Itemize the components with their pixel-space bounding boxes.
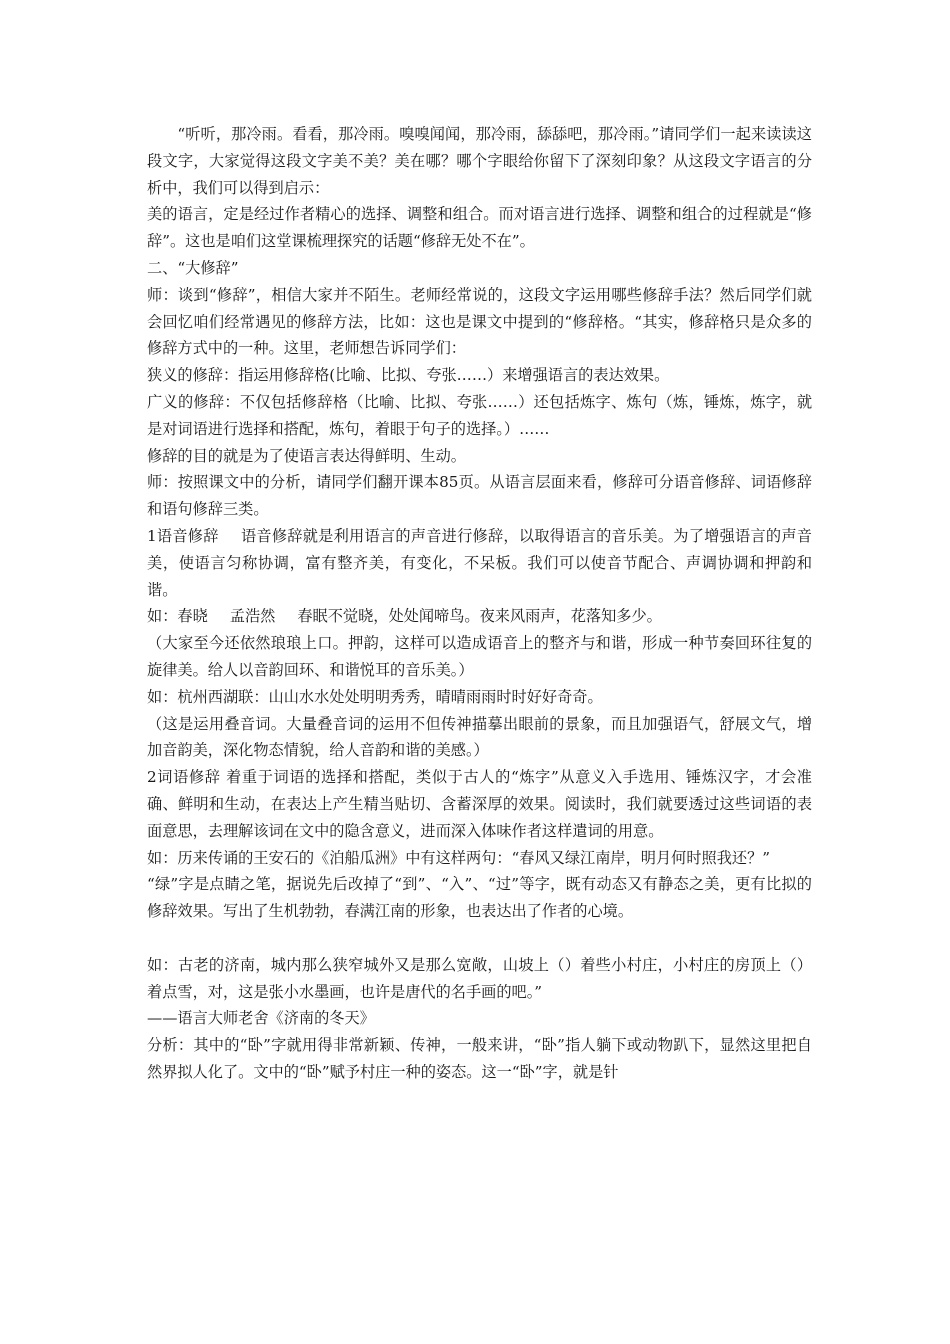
paragraph: 2词语修辞 着重于词语的选择和搭配，类似于古人的“炼字”从意义入手选用、锤炼汉字，才会准确、鲜明和生动，在表达上产生精当贴切、含蓄深厚的效果。阅读时，我们就要透过这些词语的表面意思，去理解该词在文中的隐含意义，进而深入体味作者这样遣词的用意。 (147, 768, 812, 840)
document-page (147, 121, 812, 1086)
paragraph: 师：谈到“修辞”，相信大家并不陌生。老师经常说的，这段文字运用哪些修辞手法？然后同学们就会回忆咱们经常遇见的修辞方法，比如：这也是课文中提到的“修辞格。“其实，修辞格只是众多的修辞方式中的一种。这里，老师想告诉同学们： (147, 285, 812, 358)
paragraph: 师：按照课文中的分析，请同学们翻开课本85页。从语言层面来看，修辞可分语音修辞、词语修辞和语句修辞三类。 (147, 473, 812, 519)
phonetic-text: 语音修辞就是利用语言的声音进行修辞，以取得语言的音乐美。为了增强语言的声音美，使语言匀称协调，富有整齐美，有变化，不呆板。我们可以使音节配合、声调协调和押韵和谐。 (147, 526, 812, 599)
paragraph: （这是运用叠音词。大量叠音词的运用不但传神描摹出眼前的景象，而且加强语气，舒展文气，增加音韵美，深化物态情貌，给人音韵和谐的美感。） (147, 714, 812, 760)
paragraph: 如：古老的济南，城内那么狭窄城外又是那么宽敞，山坡上（）着些小村庄，小村庄的房顶上（）着点雪，对，这是张小水墨画，也许是唐代的名手画的吧。” (147, 955, 812, 1001)
paragraph: “绿”字是点睛之笔，据说先后改掉了“到”、“入”、“过”等字，既有动态又有静态之美，更有比拟的修辞效果。写出了生机勃勃，春满江南的形象，也表达出了作者的心境。 (147, 875, 812, 921)
paragraph: 修辞的目的就是为了使语言表达得鲜明、生动。 (147, 446, 466, 465)
section-heading: 二、“大修辞” (147, 258, 239, 277)
poem-line (147, 603, 812, 630)
intro-paragraph: “听听，那冷雨。看看，那冷雨。嗅嗅闻闻，那冷雨，舔舔吧，那冷雨。”请同学们一起来读读这段文字，大家觉得这段文字美不美？美在哪？哪个字眼给你留下了深刻印象？从这段文字语言的分析中，我们可以得到启示： (147, 125, 812, 197)
paragraph: 如：历来传诵的王安石的《泊船瓜洲》中有这样两句：“春风又绿江南岸，明月何时照我还？” (147, 848, 771, 867)
poem-verse: 春眠不觉晓，处处闻啼鸟。夜来风雨声，花落知多少。 (297, 607, 662, 626)
citation: ——语言大师老舍《济南的冬天》 (147, 1009, 375, 1028)
paragraph: 广义的修辞：不仅包括修辞格（比喻、比拟、夸张……）还包括炼字、炼句（炼，锤炼，炼字，就是对词语进行选择和搭配，炼句，着眼于句子的选择。）…… (147, 392, 812, 438)
paragraph: 美的语言，定是经过作者精心的选择、调整和组合。而对语言进行选择、调整和组合的过程就是“修辞”。这也是咱们这堂课梳理探究的话题“修辞无处不在”。 (147, 205, 812, 251)
paragraph: 狭义的修辞：指运用修辞格(比喻、比拟、夸张……）来增强语言的表达效果。 (147, 366, 670, 385)
poem-prefix: 如：春晓 (147, 607, 208, 626)
paragraph: （大家至今还依然琅琅上口。押韵，这样可以造成语音上的整齐与和谐，形成一种节奏回环往复的旋律美。给人以音韵回环、和谐悦耳的音乐美。） (147, 634, 812, 679)
paragraph: 如：杭州西湖联：山山水水处处明明秀秀，晴晴雨雨时时好好奇奇。 (147, 687, 603, 706)
paragraph: 分析：其中的“卧”字就用得非常新颖、传神，一般来讲，“卧”指人躺下或动物趴下，显然这里把自然界拟人化了。文中的“卧”赋予村庄一种的姿态。这一“卧”字，就是针 (147, 1036, 812, 1081)
phonetic-heading: 1语音修辞 (147, 526, 219, 545)
poem-author: 孟浩然 (229, 607, 276, 626)
phonetic-paragraph (147, 523, 812, 603)
blank-line (147, 925, 812, 952)
